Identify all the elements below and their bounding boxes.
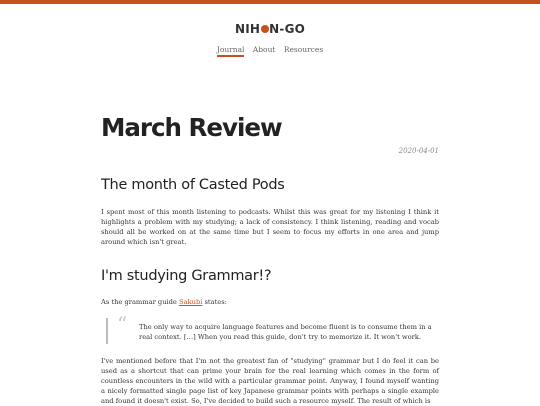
grammar-intro [101, 297, 439, 307]
grammar-intro-after: states: [202, 298, 227, 306]
logo-sun-icon [261, 25, 269, 33]
sakubi-link[interactable]: Sakubi [179, 298, 203, 306]
main-nav [0, 45, 540, 57]
blockquote [106, 312, 438, 344]
nav-about-link[interactable]: About [252, 45, 276, 54]
logo-text-start: NIH [234, 22, 261, 36]
logo-text-end: N-GO [269, 22, 306, 36]
quote-text: The only way to acquire language features and become fluent is to consume them in a real context. […] When you read this guide, don't try to memorize it. It won't work. [139, 323, 432, 342]
section-heading-grammar: I'm studying Grammar!? [101, 268, 272, 284]
page-title: March Review [101, 113, 282, 142]
section-paragraph-grammar: I've mentioned before that I'm not the greatest fan of "studying" grammar but I do feel it can be used as a shortcut that can prime your brain for the real learning which comes in the form of countless encounters in the wild with a particular grammar point. Anyway, I found myself wanting a nicely formatted single page list of key Japanese grammar points with perhaps a single example and found it doesn't exist. So, I've decided to build such a resource myself. The result of which is [101, 357, 439, 406]
grammar-intro-before: As the grammar guide [101, 298, 180, 306]
section-heading-podcasts: The month of Casted Pods [101, 177, 285, 193]
site-logo[interactable] [0, 22, 540, 36]
section-paragraph-podcasts: I spent most of this month listening to podcasts. Whilst this was great for my listening I think it highlights a problem with my studying; a lack of consistency. I think listening, reading and vocab should all be worked on at the same time but I seem to focus my efforts in one area and jump around which isn't great. [101, 208, 439, 247]
nav-journal-link[interactable]: Journal [217, 45, 245, 57]
quote-mark-icon: “ [117, 312, 128, 336]
nav-resources-link[interactable]: Resources [283, 45, 324, 54]
top-accent-bar [0, 0, 540, 4]
post-date: 2020-04-01 [398, 147, 439, 155]
